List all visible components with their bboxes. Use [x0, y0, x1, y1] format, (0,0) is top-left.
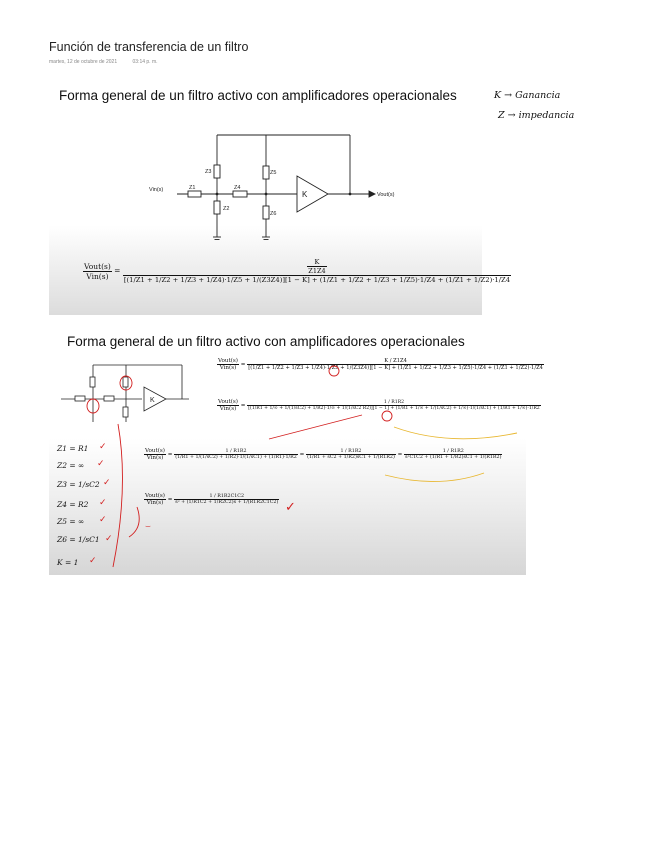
note-impedancia: Z → impedancia	[498, 110, 575, 121]
circuit-z2: Z2	[223, 206, 230, 212]
circuit-z4: Z4	[234, 185, 241, 191]
slide2-eq2: $\frac{\text{Vout(s)}}{\text{Vin(s)}}$ = 1 / R1R2 [(1/R1 + 1/∞ + 1/(1/sC2) + 1/R2)·1/∞ + 1/(1/sC2 R2)][1 − 1] + (1/R1 + 1/∞ + 1/(1/sC2) + 1/∞)·1/(1/sC1) + (1/R1 + 1/∞)·1/R2	[218, 399, 540, 412]
value-z6: Z6 = 1/sC1	[57, 535, 100, 544]
slide-image-1	[49, 80, 511, 315]
page-time: 03:14 p. m.	[132, 59, 158, 65]
value-z1: Z1 = R1	[57, 444, 89, 453]
slide2-eq4: $\frac{\text{Vout(s)}}{\text{Vin(s)}}$ = $\frac{1 / R1R2C1C2}{\text{s² + (1/R1C2 + 1/R2C2)s + 1/(R1R2C1C2)}}$	[145, 493, 279, 506]
slide1-circuit-diagram	[49, 80, 482, 260]
slide-image-2	[49, 327, 543, 575]
page-timestamp	[49, 59, 172, 65]
value-k: K = 1	[57, 558, 79, 567]
slide2-eq1: $\frac{\text{Vout(s)}}{\text{Vin(s)}}$ = K / Z1Z4 [(1/Z1 + 1/Z2 + 1/Z3 + 1/Z4)·1/Z5 + 1/(Z3Z4)][1 − K] + (1/Z1 + 1/Z2 + 1/Z3 + 1/Z5)·1/Z4 + (1/Z1 + 1/Z2)·1/Z4	[218, 358, 543, 371]
slide2-amplifier-k: K	[150, 397, 155, 404]
check-mark: ✓	[99, 514, 107, 524]
slide2-eq3: $\frac{\text{Vout(s)}}{\text{Vin(s)}}$ = $\frac{1 / R1R2}{(1/R1 + 1/(1/sC2) + 1/R2)\cdot 1/(1/sC1) + (1/R1)\cdot 1/R2}$ = $\frac{1 / R1R2}{(1/R1 + sC2 + 1/R2)sC1 + 1/(R1R2)}$ = $\frac{1 / R1R2}{\text{s²C1C2 + (1/R1 + 1/R2)sC1 + 1/(R1R2)}}$	[145, 448, 502, 461]
value-z2: Z2 = ∞	[57, 461, 85, 470]
check-mark: ✓	[99, 497, 107, 507]
circuit-z3: Z3	[205, 169, 212, 175]
value-z4: Z4 = R2	[57, 500, 89, 509]
page-date: martes, 12 de octubre de 2021	[49, 59, 118, 65]
circuit-z6: Z6	[270, 211, 277, 217]
slide2-heading: Forma general de un filtro activo con amplificadores operacionales	[67, 334, 465, 349]
circuit-output-label: Vout(s)	[377, 192, 395, 198]
check-mark: ✓	[285, 499, 296, 514]
value-z5: Z5 = ∞	[57, 517, 85, 526]
circuit-z1: Z1	[189, 185, 196, 191]
circuit-amplifier-k: K	[302, 190, 308, 199]
check-mark: ✓	[99, 441, 107, 451]
page-title: Función de transferencia de un filtro	[49, 40, 249, 54]
slide1-heading: Forma general de un filtro activo con amplificadores operacionales	[59, 88, 457, 103]
note-ganancia: K → Ganancia	[494, 90, 561, 101]
check-mark: ✓	[97, 458, 105, 468]
check-mark: ✓	[105, 533, 113, 543]
circuit-input-label: Vin(s)	[149, 187, 164, 193]
slide1-transfer-function: $\frac{\text{Vout(s)}}{\text{Vin(s)}}$ = $\frac{K}{Z1Z4}$ [(1/Z1 + 1/Z2 + 1/Z3 + 1/Z4)·1/Z5 + 1/(Z3Z4)][1 − K] + (1/Z1 + 1/Z2 + 1/Z3 + 1/Z5)·1/Z4 + (1/Z1 + 1/Z2)·1/Z4	[84, 258, 511, 284]
check-mark: ✓	[103, 477, 111, 487]
check-mark: ✓	[89, 555, 97, 565]
circuit-z5: Z5	[270, 170, 277, 176]
value-z3: Z3 = 1/sC2	[57, 480, 100, 489]
underline-mark: ⌣	[145, 521, 151, 531]
